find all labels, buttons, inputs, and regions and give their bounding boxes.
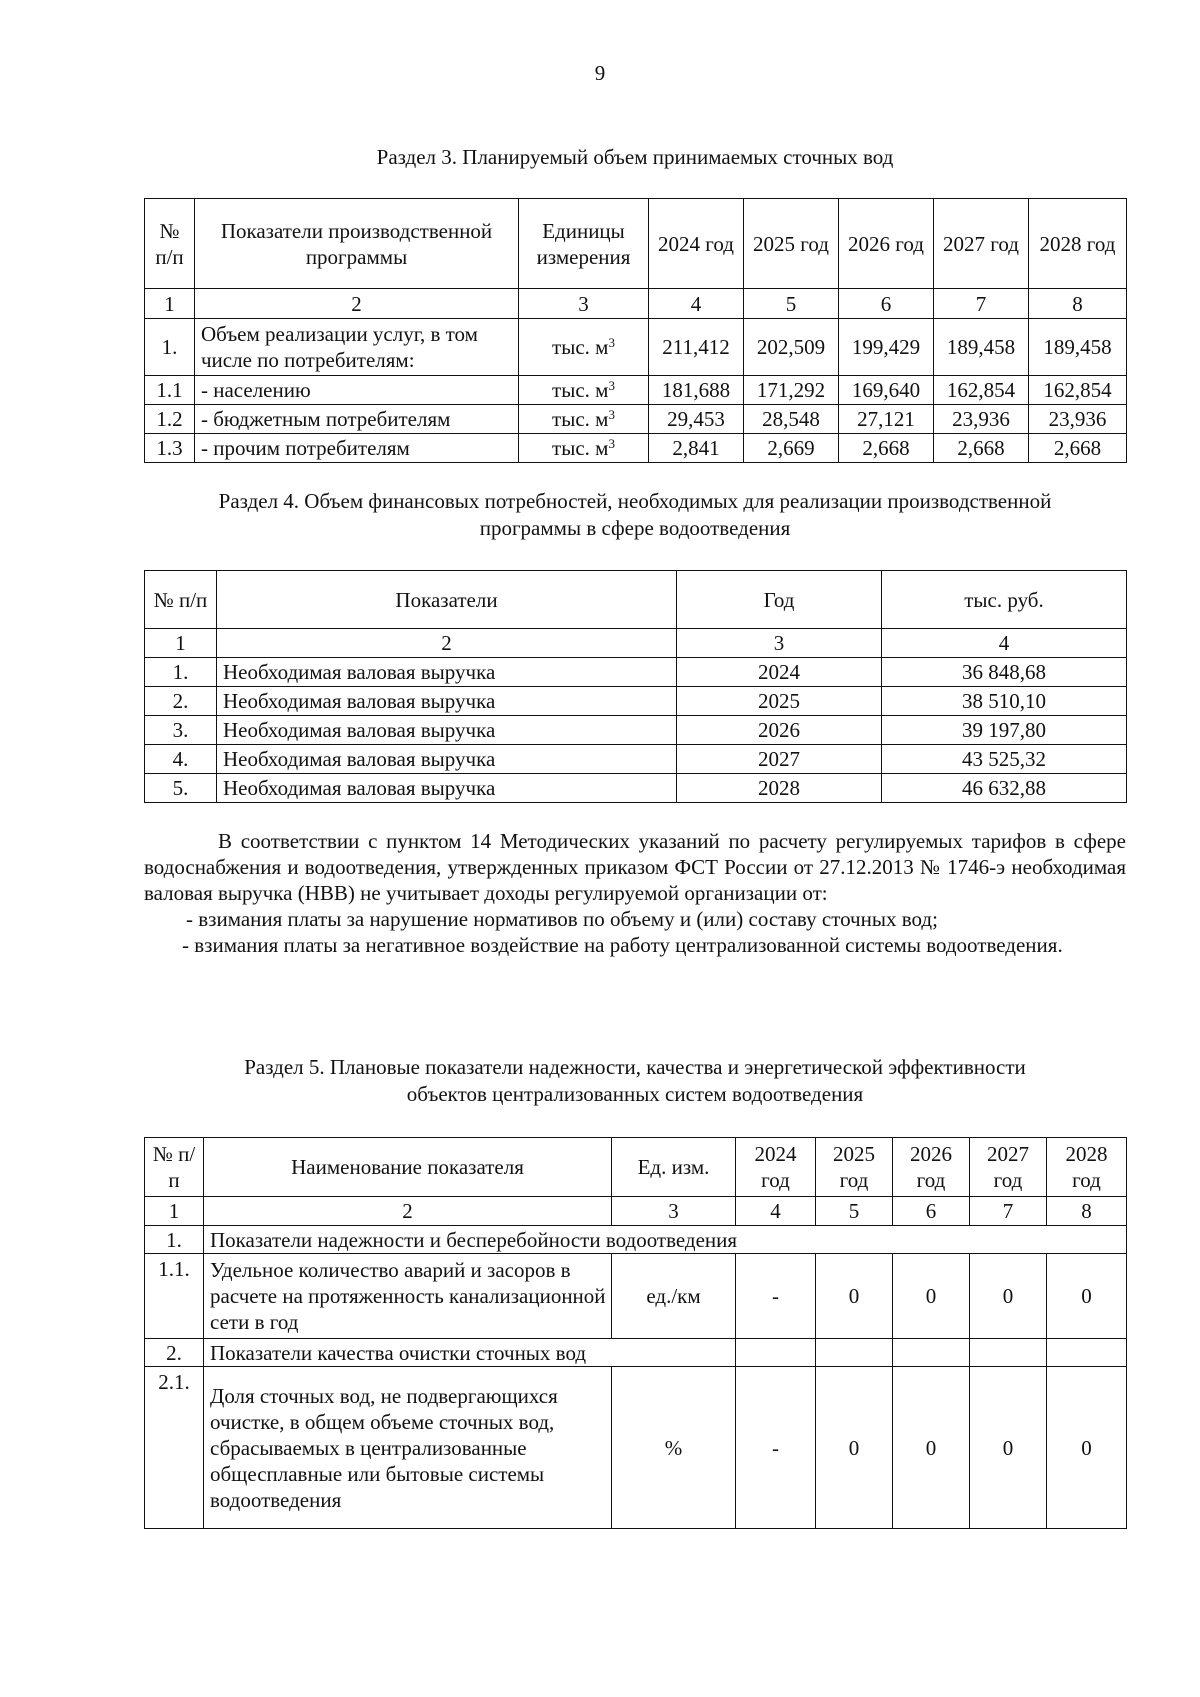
empty-cell: [970, 1339, 1047, 1367]
section4-title-line2: программы в сфере водоотведения: [479, 516, 791, 540]
header-unit: Единицы измерения: [519, 199, 649, 289]
table-row: [145, 774, 1127, 803]
header-year: 2027 год: [934, 199, 1029, 289]
row-num: 1.: [145, 1226, 204, 1254]
paragraph-main: В соответствии с пунктом 14 Методических указаний по расчету регулируемых тарифов в сфере водоснабжения и водоотведения, утвержденных приказом ФСТ России от 27.12.2013 № 1746-э необходимая валовая выручка (НВВ) не учитывает доходы регулируемой организации от:: [144, 829, 1126, 905]
row-value: 211,412: [649, 319, 744, 376]
row-value: 2,841: [649, 434, 744, 463]
row-value: 23,936: [1029, 405, 1127, 434]
section4-title: [144, 488, 1126, 542]
group-row: [145, 1339, 1127, 1367]
header-unit: Ед. изм.: [612, 1138, 736, 1197]
row-unit: тыс. $м^3$: [519, 319, 649, 376]
row-name: - бюджетным потребителям: [195, 405, 519, 434]
row-value: 2,669: [744, 434, 839, 463]
table-row: [145, 658, 1127, 687]
row-value: 181,688: [649, 376, 744, 405]
row-amount: 39 197,80: [882, 716, 1127, 745]
row-value: 0: [893, 1367, 970, 1529]
row-name: - населению: [195, 376, 519, 405]
row-value: 2,668: [839, 434, 934, 463]
header-year: 2024 год: [649, 199, 744, 289]
row-num: 5.: [145, 774, 217, 803]
row-name: Необходимая валовая выручка: [217, 687, 677, 716]
row-value: 199,429: [839, 319, 934, 376]
table-row: [145, 687, 1127, 716]
table-row: [145, 1254, 1127, 1339]
section5-title-line2: объектов централизованных систем водоотведения: [406, 1082, 864, 1106]
col-number: 7: [970, 1197, 1047, 1226]
row-value: 2,668: [934, 434, 1029, 463]
row-num: 1.: [145, 658, 217, 687]
header-indicator: Показатели производственной программы: [195, 199, 519, 289]
col-number: 1: [145, 289, 195, 319]
row-value: 2,668: [1029, 434, 1127, 463]
header-num: № п/п: [145, 571, 217, 629]
row-amount: 46 632,88: [882, 774, 1127, 803]
section3-table: [144, 198, 1127, 463]
header-year: 2024 год: [736, 1138, 816, 1197]
row-num: 1.1: [145, 376, 195, 405]
header-indicator: Показатели: [217, 571, 677, 629]
col-number: 6: [893, 1197, 970, 1226]
paragraph-item: - взимания платы за нарушение нормативов по объему и (или) составу сточных вод;: [186, 907, 938, 931]
row-num: 4.: [145, 745, 217, 774]
column-number-row: [145, 289, 1127, 319]
row-num: 2.: [145, 687, 217, 716]
row-value: -: [736, 1254, 816, 1339]
row-value: 0: [1047, 1254, 1127, 1339]
col-number: 4: [649, 289, 744, 319]
row-value: 29,453: [649, 405, 744, 434]
row-value: 28,548: [744, 405, 839, 434]
table-row: [145, 745, 1127, 774]
row-value: 23,936: [934, 405, 1029, 434]
col-number: 8: [1047, 1197, 1127, 1226]
row-value: 162,854: [934, 376, 1029, 405]
section3-title: Раздел 3. Планируемый объем принимаемых сточных вод: [376, 145, 894, 169]
col-number: 3: [677, 629, 882, 658]
empty-cell: [736, 1339, 816, 1367]
section4-title-line1: Раздел 4. Объем финансовых потребностей, необходимых для реализации производственной: [218, 489, 1052, 513]
header-year: 2028 год: [1047, 1138, 1127, 1197]
page-number: 9: [594, 61, 606, 85]
row-name: Объем реализации услуг, в том числе по потребителям:: [195, 319, 519, 376]
empty-cell: [1047, 1339, 1127, 1367]
section5-title-line1: Раздел 5. Плановые показатели надежности, качества и энергетической эффективности: [244, 1055, 1026, 1079]
row-num: 2.1.: [145, 1367, 204, 1529]
col-number: 6: [839, 289, 934, 319]
row-name: Необходимая валовая выручка: [217, 658, 677, 687]
row-num: 1.3: [145, 434, 195, 463]
body-paragraph: [144, 828, 1126, 958]
column-number-row: [145, 1197, 1127, 1226]
col-number: 1: [145, 1197, 204, 1226]
table-row: [145, 434, 1127, 463]
row-unit: тыс. $м^3$: [519, 434, 649, 463]
row-num: 1.2: [145, 405, 195, 434]
row-value: 0: [1047, 1367, 1127, 1529]
row-num: 1.: [145, 319, 195, 376]
row-value: 0: [816, 1254, 893, 1339]
row-name: Доля сточных вод, не подвергающихся очистке, в общем объеме сточных вод, сбрасываемых в централизованные общесплавные или бытовые системы водоотведения: [204, 1367, 612, 1529]
row-unit: ед./км: [612, 1254, 736, 1339]
header-year: 2025 год: [744, 199, 839, 289]
row-unit: тыс. $м^3$: [519, 405, 649, 434]
header-year: Год: [677, 571, 882, 629]
row-num: 1.1.: [145, 1254, 204, 1339]
column-number-row: [145, 629, 1127, 658]
table-row: [145, 405, 1127, 434]
col-number: 1: [145, 629, 217, 658]
header-indicator: Наименование показателя: [204, 1138, 612, 1197]
row-value: -: [736, 1367, 816, 1529]
row-value: 202,509: [744, 319, 839, 376]
col-number: 7: [934, 289, 1029, 319]
row-year: 2025: [677, 687, 882, 716]
section5-title: [144, 1054, 1126, 1108]
col-number: 8: [1029, 289, 1127, 319]
header-year: 2028 год: [1029, 199, 1127, 289]
col-number: 5: [744, 289, 839, 319]
section5-table: [144, 1137, 1127, 1529]
header-year: 2026 год: [893, 1138, 970, 1197]
table-row: [145, 319, 1127, 376]
table-row: [145, 376, 1127, 405]
row-value: 0: [970, 1254, 1047, 1339]
row-amount: 38 510,10: [882, 687, 1127, 716]
section5-header-row: [145, 1138, 1127, 1197]
row-year: 2027: [677, 745, 882, 774]
section4-table: [144, 570, 1127, 803]
empty-cell: [893, 1339, 970, 1367]
col-number: 2: [195, 289, 519, 319]
row-unit: %: [612, 1367, 736, 1529]
header-year: 2025 год: [816, 1138, 893, 1197]
row-name: - прочим потребителям: [195, 434, 519, 463]
row-num: 3.: [145, 716, 217, 745]
col-number: 2: [204, 1197, 612, 1226]
row-value: 27,121: [839, 405, 934, 434]
section3-header-row: [145, 199, 1127, 289]
row-amount: 36 848,68: [882, 658, 1127, 687]
row-name: Необходимая валовая выручка: [217, 745, 677, 774]
row-value: 189,458: [934, 319, 1029, 376]
section4-header-row: [145, 571, 1127, 629]
row-year: 2024: [677, 658, 882, 687]
header-year: 2026 год: [839, 199, 934, 289]
row-name: Необходимая валовая выручка: [217, 774, 677, 803]
col-number: 4: [736, 1197, 816, 1226]
group-row: [145, 1226, 1127, 1254]
col-number: 3: [612, 1197, 736, 1226]
row-year: 2028: [677, 774, 882, 803]
header-num: № п/п: [145, 1138, 204, 1197]
row-value: 0: [816, 1367, 893, 1529]
paragraph-item: - взимания платы за негативное воздействие на работу централизованной системы водоотведения.: [182, 933, 1063, 957]
row-year: 2026: [677, 716, 882, 745]
table-row: [145, 1367, 1127, 1529]
row-value: 171,292: [744, 376, 839, 405]
row-value: 169,640: [839, 376, 934, 405]
col-number: 3: [519, 289, 649, 319]
row-value: 189,458: [1029, 319, 1127, 376]
col-number: 2: [217, 629, 677, 658]
col-number: 5: [816, 1197, 893, 1226]
empty-cell: [816, 1339, 893, 1367]
table-row: [145, 716, 1127, 745]
header-num: № п/п: [145, 199, 195, 289]
group-name: Показатели надежности и бесперебойности водоотведения: [204, 1226, 1127, 1254]
col-number: 4: [882, 629, 1127, 658]
row-unit: тыс. $м^3$: [519, 376, 649, 405]
row-value: 0: [893, 1254, 970, 1339]
row-value: 162,854: [1029, 376, 1127, 405]
row-amount: 43 525,32: [882, 745, 1127, 774]
group-name: Показатели качества очистки сточных вод: [204, 1339, 736, 1367]
row-name: Необходимая валовая выручка: [217, 716, 677, 745]
header-year: 2027 год: [970, 1138, 1047, 1197]
row-name: Удельное количество аварий и засоров в расчете на протяженность канализационной сети в год: [204, 1254, 612, 1339]
row-num: 2.: [145, 1339, 204, 1367]
row-value: 0: [970, 1367, 1047, 1529]
header-amount: тыс. руб.: [882, 571, 1127, 629]
